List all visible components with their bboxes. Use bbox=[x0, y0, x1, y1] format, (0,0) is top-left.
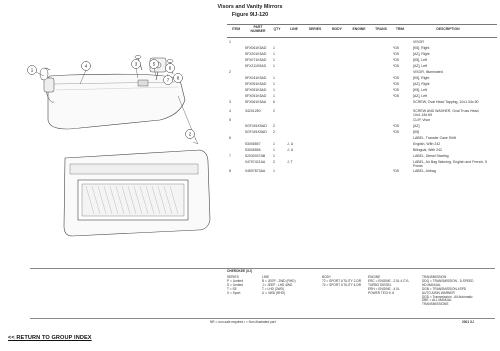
callout-1 bbox=[28, 66, 37, 75]
row-qty: 1 bbox=[273, 94, 275, 98]
header-line: LINE bbox=[290, 27, 298, 31]
row-part-number: 5GF491K5AD bbox=[245, 124, 267, 128]
callout-3 bbox=[132, 60, 141, 69]
row-description: English, With 242 bbox=[413, 142, 441, 146]
table-row bbox=[227, 109, 497, 115]
figure-number: Figure 9IJ-120 bbox=[231, 12, 269, 18]
svg-text:6: 6 bbox=[168, 65, 172, 71]
row-part-number: 5GF491K5AD bbox=[245, 130, 267, 134]
row-part-number: 53006556 bbox=[245, 148, 261, 152]
row-trim: *D5 bbox=[393, 169, 399, 173]
row-part-number: 34201250 bbox=[245, 109, 261, 113]
row-trim: *D5 bbox=[393, 124, 399, 128]
svg-text:2: 2 bbox=[188, 131, 192, 137]
row-trim: *D5 bbox=[393, 130, 399, 134]
row-qty: 1 bbox=[273, 148, 275, 152]
callout-5 bbox=[150, 60, 159, 69]
row-description: [AZ], Right bbox=[413, 52, 430, 56]
svg-text:8: 8 bbox=[176, 75, 180, 81]
svg-text:5: 5 bbox=[152, 61, 156, 67]
row-qty: 2 bbox=[273, 109, 275, 113]
page-number: 2001 XJ bbox=[462, 320, 474, 324]
row-description: [K5], Right bbox=[413, 46, 430, 50]
row-description: LABEL, Diesel Starting bbox=[413, 154, 449, 158]
svg-text:1: 1 bbox=[30, 67, 34, 73]
svg-text:3: 3 bbox=[134, 61, 138, 67]
row-part-number: 5FX061K5AA bbox=[245, 100, 267, 104]
codes-body: BODY 72 = SPORT UTILITY 2-DR 74 = SPORT UTILITY 4-DR bbox=[322, 275, 362, 287]
row-qty: 2 bbox=[273, 130, 275, 134]
row-description: [K5] bbox=[413, 130, 420, 134]
codes-line: LINE B = JEEP - 2WD (RHD) J = JEEP - LHD 4WD T = LHD (2WD) U = 4WD (RHD) bbox=[262, 275, 296, 295]
row-item: 4 bbox=[229, 109, 231, 113]
row-part-number: 5FX061K5AD bbox=[245, 46, 267, 50]
row-part-number: 5FX071K5AD bbox=[245, 58, 267, 62]
row-qty: 1 bbox=[273, 52, 275, 56]
codes-series: SERIES P = Limited S = Limited T = SE X = Sport bbox=[227, 275, 244, 295]
row-description: [AZ], Right bbox=[413, 82, 430, 86]
header-series: SERIES bbox=[308, 27, 322, 31]
header-body: BODY bbox=[332, 27, 342, 31]
callout-4 bbox=[82, 62, 91, 71]
row-trim: *D5 bbox=[393, 64, 399, 68]
row-qty: 1 bbox=[273, 64, 275, 68]
lower-visor-drawing bbox=[64, 150, 210, 236]
row-trim: *D5 bbox=[393, 94, 399, 98]
header-item: ITEM bbox=[231, 27, 241, 31]
row-description: SCREW, Oval Head Tapping, 10x1.34x.50 bbox=[413, 100, 479, 104]
row-description: Bilingual, With 242 bbox=[413, 148, 442, 152]
row-line: J, U bbox=[287, 148, 294, 152]
row-qty: 1 bbox=[273, 169, 275, 173]
row-description: [K5], Left bbox=[413, 58, 428, 62]
row-part-number: 52030037AB bbox=[245, 154, 266, 158]
codes-transmission: TRANSMISSION DDQ = TRANSMISSION - 5-SPEED HD MANUAL DGB = TRANSMISSION-4SPD AUTO AISIN WARNER DGD = Transmission - All Automatic DBE = ALL MANUAL TRANSMISSIONS bbox=[422, 275, 474, 307]
row-part-number: 5FX211K5AD bbox=[245, 64, 267, 68]
row-description: [K5], Left bbox=[413, 88, 428, 92]
row-line: J, U bbox=[287, 142, 294, 146]
row-item: 1 bbox=[229, 40, 231, 44]
row-part-number: 5FX041K5AD bbox=[245, 76, 267, 80]
return-to-group-index-link[interactable]: << RETURN TO GROUP INDEX bbox=[8, 335, 92, 341]
row-description: [AZ] bbox=[413, 124, 420, 128]
header-trim: TRIM bbox=[395, 27, 405, 31]
row-qty: 1 bbox=[273, 46, 275, 50]
callout-7 bbox=[164, 76, 173, 85]
row-description: [AZ], Left bbox=[413, 94, 428, 98]
row-qty: 1 bbox=[273, 88, 275, 92]
callout-2 bbox=[186, 130, 195, 139]
row-item: 2 bbox=[229, 70, 231, 74]
footer-legend: NR = non-sale required • = Non-illustrated part bbox=[210, 320, 276, 324]
row-description: CLIP, Visor bbox=[413, 118, 431, 122]
row-description: SCREW AND WASHER, Oval Truss Head, 10x1.18x.69 bbox=[413, 109, 480, 117]
row-description: VISOR, Illuminated bbox=[413, 70, 443, 74]
callout-6 bbox=[166, 64, 175, 73]
row-qty: 1 bbox=[273, 58, 275, 62]
row-qty: 1 bbox=[273, 142, 275, 146]
header-part-number: PART NUMBER bbox=[250, 25, 266, 33]
row-part-number: 53006557 bbox=[245, 142, 261, 146]
parts-table-header bbox=[227, 24, 497, 38]
visor-illustration bbox=[20, 40, 225, 240]
row-description: [K5], Right bbox=[413, 76, 430, 80]
row-line: J, T bbox=[287, 160, 293, 164]
header-engine: ENGINE bbox=[352, 27, 366, 31]
page-title: Visors and Vanity Mirrors bbox=[217, 4, 283, 10]
row-item: 3 bbox=[229, 100, 231, 104]
row-trim: *D5 bbox=[393, 82, 399, 86]
row-qty: 2 bbox=[273, 124, 275, 128]
row-part-number: 5FX201K5AD bbox=[245, 52, 267, 56]
header-description: DESCRIPTION bbox=[436, 27, 460, 31]
row-trim: *D5 bbox=[393, 46, 399, 50]
row-description: LABEL, Air Bag Warning, English and French, 5 Points bbox=[413, 160, 487, 168]
svg-text:7: 7 bbox=[166, 77, 170, 83]
row-part-number: 5FX051K5AD bbox=[245, 88, 267, 92]
codes-engine: ENGINE ERC = ENGINE - 2.5L 4 CYL TURBO DIESEL ERH = ENGINE - 4.0L POWER TECH I-6 bbox=[368, 275, 410, 295]
row-part-number: 04797421AA bbox=[245, 160, 266, 164]
codes-heading: CHEROKEE (XJ) bbox=[227, 269, 252, 273]
table-row bbox=[227, 100, 497, 106]
row-item: 7 bbox=[229, 154, 231, 158]
upper-visor-drawing bbox=[44, 74, 185, 129]
row-qty: 1 bbox=[273, 82, 275, 86]
row-part-number: 04597873AA bbox=[245, 169, 266, 173]
row-item: 6 bbox=[229, 136, 231, 140]
row-qty: 1 bbox=[273, 154, 275, 158]
row-item: 8 bbox=[229, 169, 231, 173]
table-row bbox=[227, 160, 497, 166]
row-trim: *D5 bbox=[393, 58, 399, 62]
row-part-number: 5FX051K5AD bbox=[245, 94, 267, 98]
row-qty: 6 bbox=[273, 100, 275, 104]
callout-8 bbox=[174, 74, 183, 83]
header-trans: TRANS bbox=[375, 27, 387, 31]
svg-text:4: 4 bbox=[84, 63, 88, 69]
row-qty: 1 bbox=[273, 76, 275, 80]
row-trim: *D5 bbox=[393, 76, 399, 80]
footer-divider bbox=[30, 318, 495, 319]
header-qty: QTY bbox=[273, 27, 281, 31]
row-trim: *D5 bbox=[393, 88, 399, 92]
row-description: LABEL, Transfer Case Shift bbox=[413, 136, 456, 140]
table-row bbox=[227, 169, 497, 175]
codes-divider bbox=[30, 268, 495, 269]
row-part-number: 5FX051K5AD bbox=[245, 82, 267, 86]
row-trim: *D5 bbox=[393, 52, 399, 56]
row-item: 5 bbox=[229, 118, 231, 122]
row-description: VISOR bbox=[413, 40, 424, 44]
row-qty: 2 bbox=[273, 160, 275, 164]
row-description: LABEL, Airbag bbox=[413, 169, 436, 173]
row-description: [AZ], Left bbox=[413, 64, 428, 68]
